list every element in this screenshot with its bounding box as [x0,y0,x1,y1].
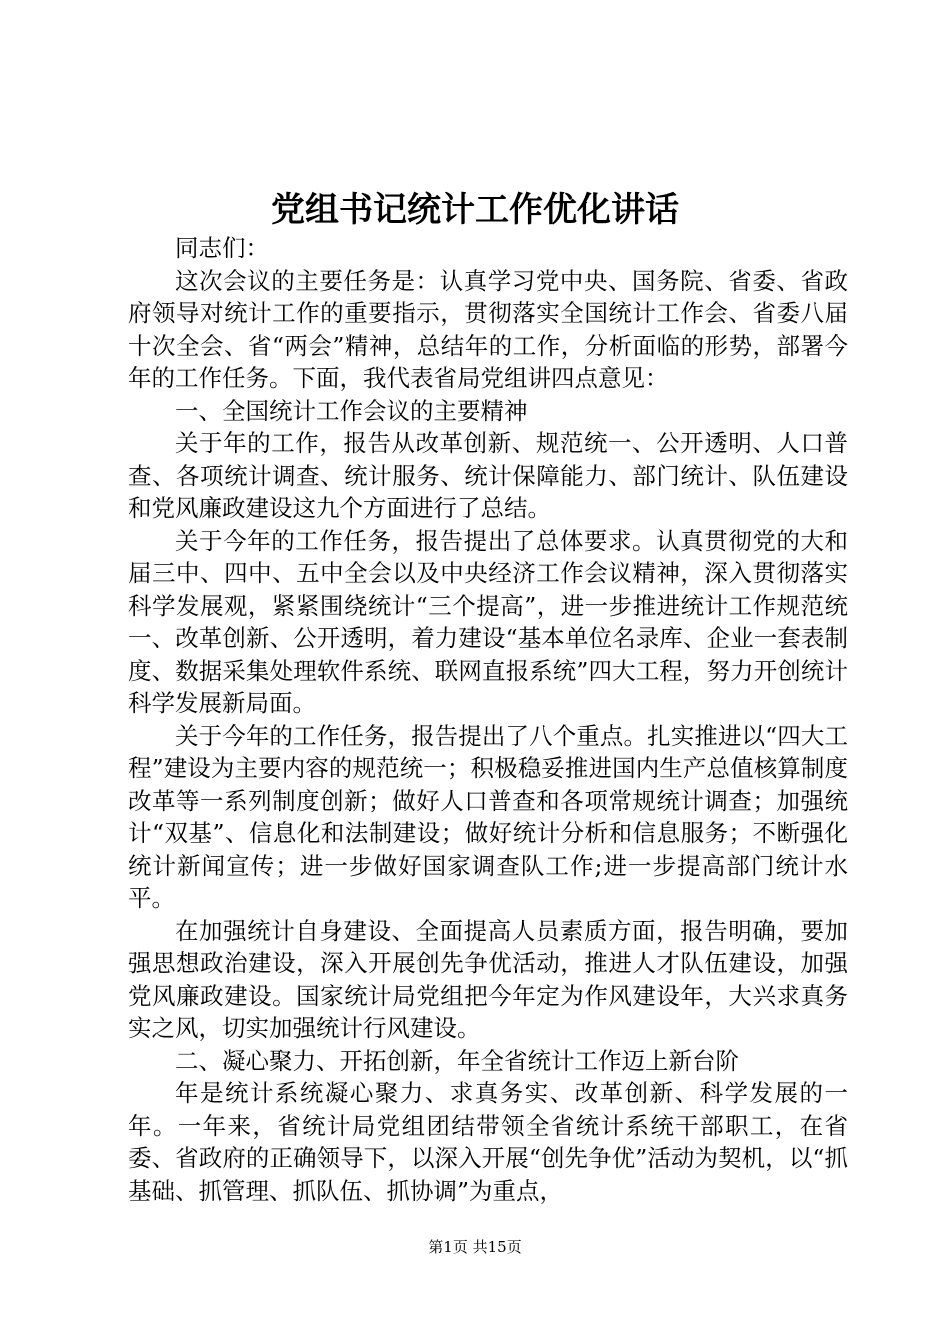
document-body [128,232,848,1207]
paragraph: 关于年的工作，报告从改革创新、规范统一、公开透明、人口普查、各项统计调查、统计服务、统计保障能力、部门统计、队伍建设和党风廉政建设这九个方面进行了总结。 [128,429,848,522]
paragraph: 在加强统计自身建设、全面提高人员素质方面，报告明确，要加强思想政治建设，深入开展创先争优活动，推进人才队伍建设，加强党风廉政建设。国家统计局党组把今年定为作风建设年，大兴求真务实之风，切实加强统计行风建设。 [128,916,848,1042]
section-heading: 二、凝心聚力、开拓创新，年全省统计工作迈上新台阶 [175,1046,739,1075]
paragraph: 关于今年的工作任务，报告提出了总体要求。认真贯彻党的大和届三中、四中、五中全会以及中央经济工作会议精神，深入贯彻落实科学发展观，紧紧围绕统计“三个提高”，进一步推进统计工作规范统一、改革创新、公开透明，着力建设“基本单位名录库、企业一套表制度、数据采集处理软件系统、联网直报系统”四大工程，努力开创统计科学发展新局面。 [128,526,848,717]
document-title: 党组书记统计工作优化讲话 [271,190,679,230]
salutation: 同志们： [175,234,269,262]
paragraph: 关于今年的工作任务，报告提出了八个重点。扎实推进以“四大工程”建设为主要内容的规范统一；积极稳妥推进国内生产总值核算制度改革等一系列制度创新；做好人口普查和各项常规统计调查；加强统计“双基”、信息化和法制建设；做好统计分析和信息服务；不断强化统计新闻宣传；进一步做好国家调查队工作;进一步提高部门统计水平。 [128,721,848,912]
paragraph: 这次会议的主要任务是：认真学习党中央、国务院、省委、省政府领导对统计工作的重要指示，贯彻落实全国统计工作会、省委八届十次全会、省“两会”精神，总结年的工作，分析面临的形势，部署今年的工作任务。下面，我代表省局党组讲四点意见： [128,266,848,392]
paragraph: 年是统计系统凝心聚力、求真务实、改革创新、科学发展的一年。一年来，省统计局党组团结带领全省统计系统干部职工，在省委、省政府的正确领导下，以深入开展“创先争优”活动为契机，以“抓基础、抓管理、抓队伍、抓协调”为重点， [128,1079,848,1205]
section-heading: 一、全国统计工作会议的主要精神 [175,396,528,425]
page-number-footer: 第1页 共15页 [428,1238,522,1256]
